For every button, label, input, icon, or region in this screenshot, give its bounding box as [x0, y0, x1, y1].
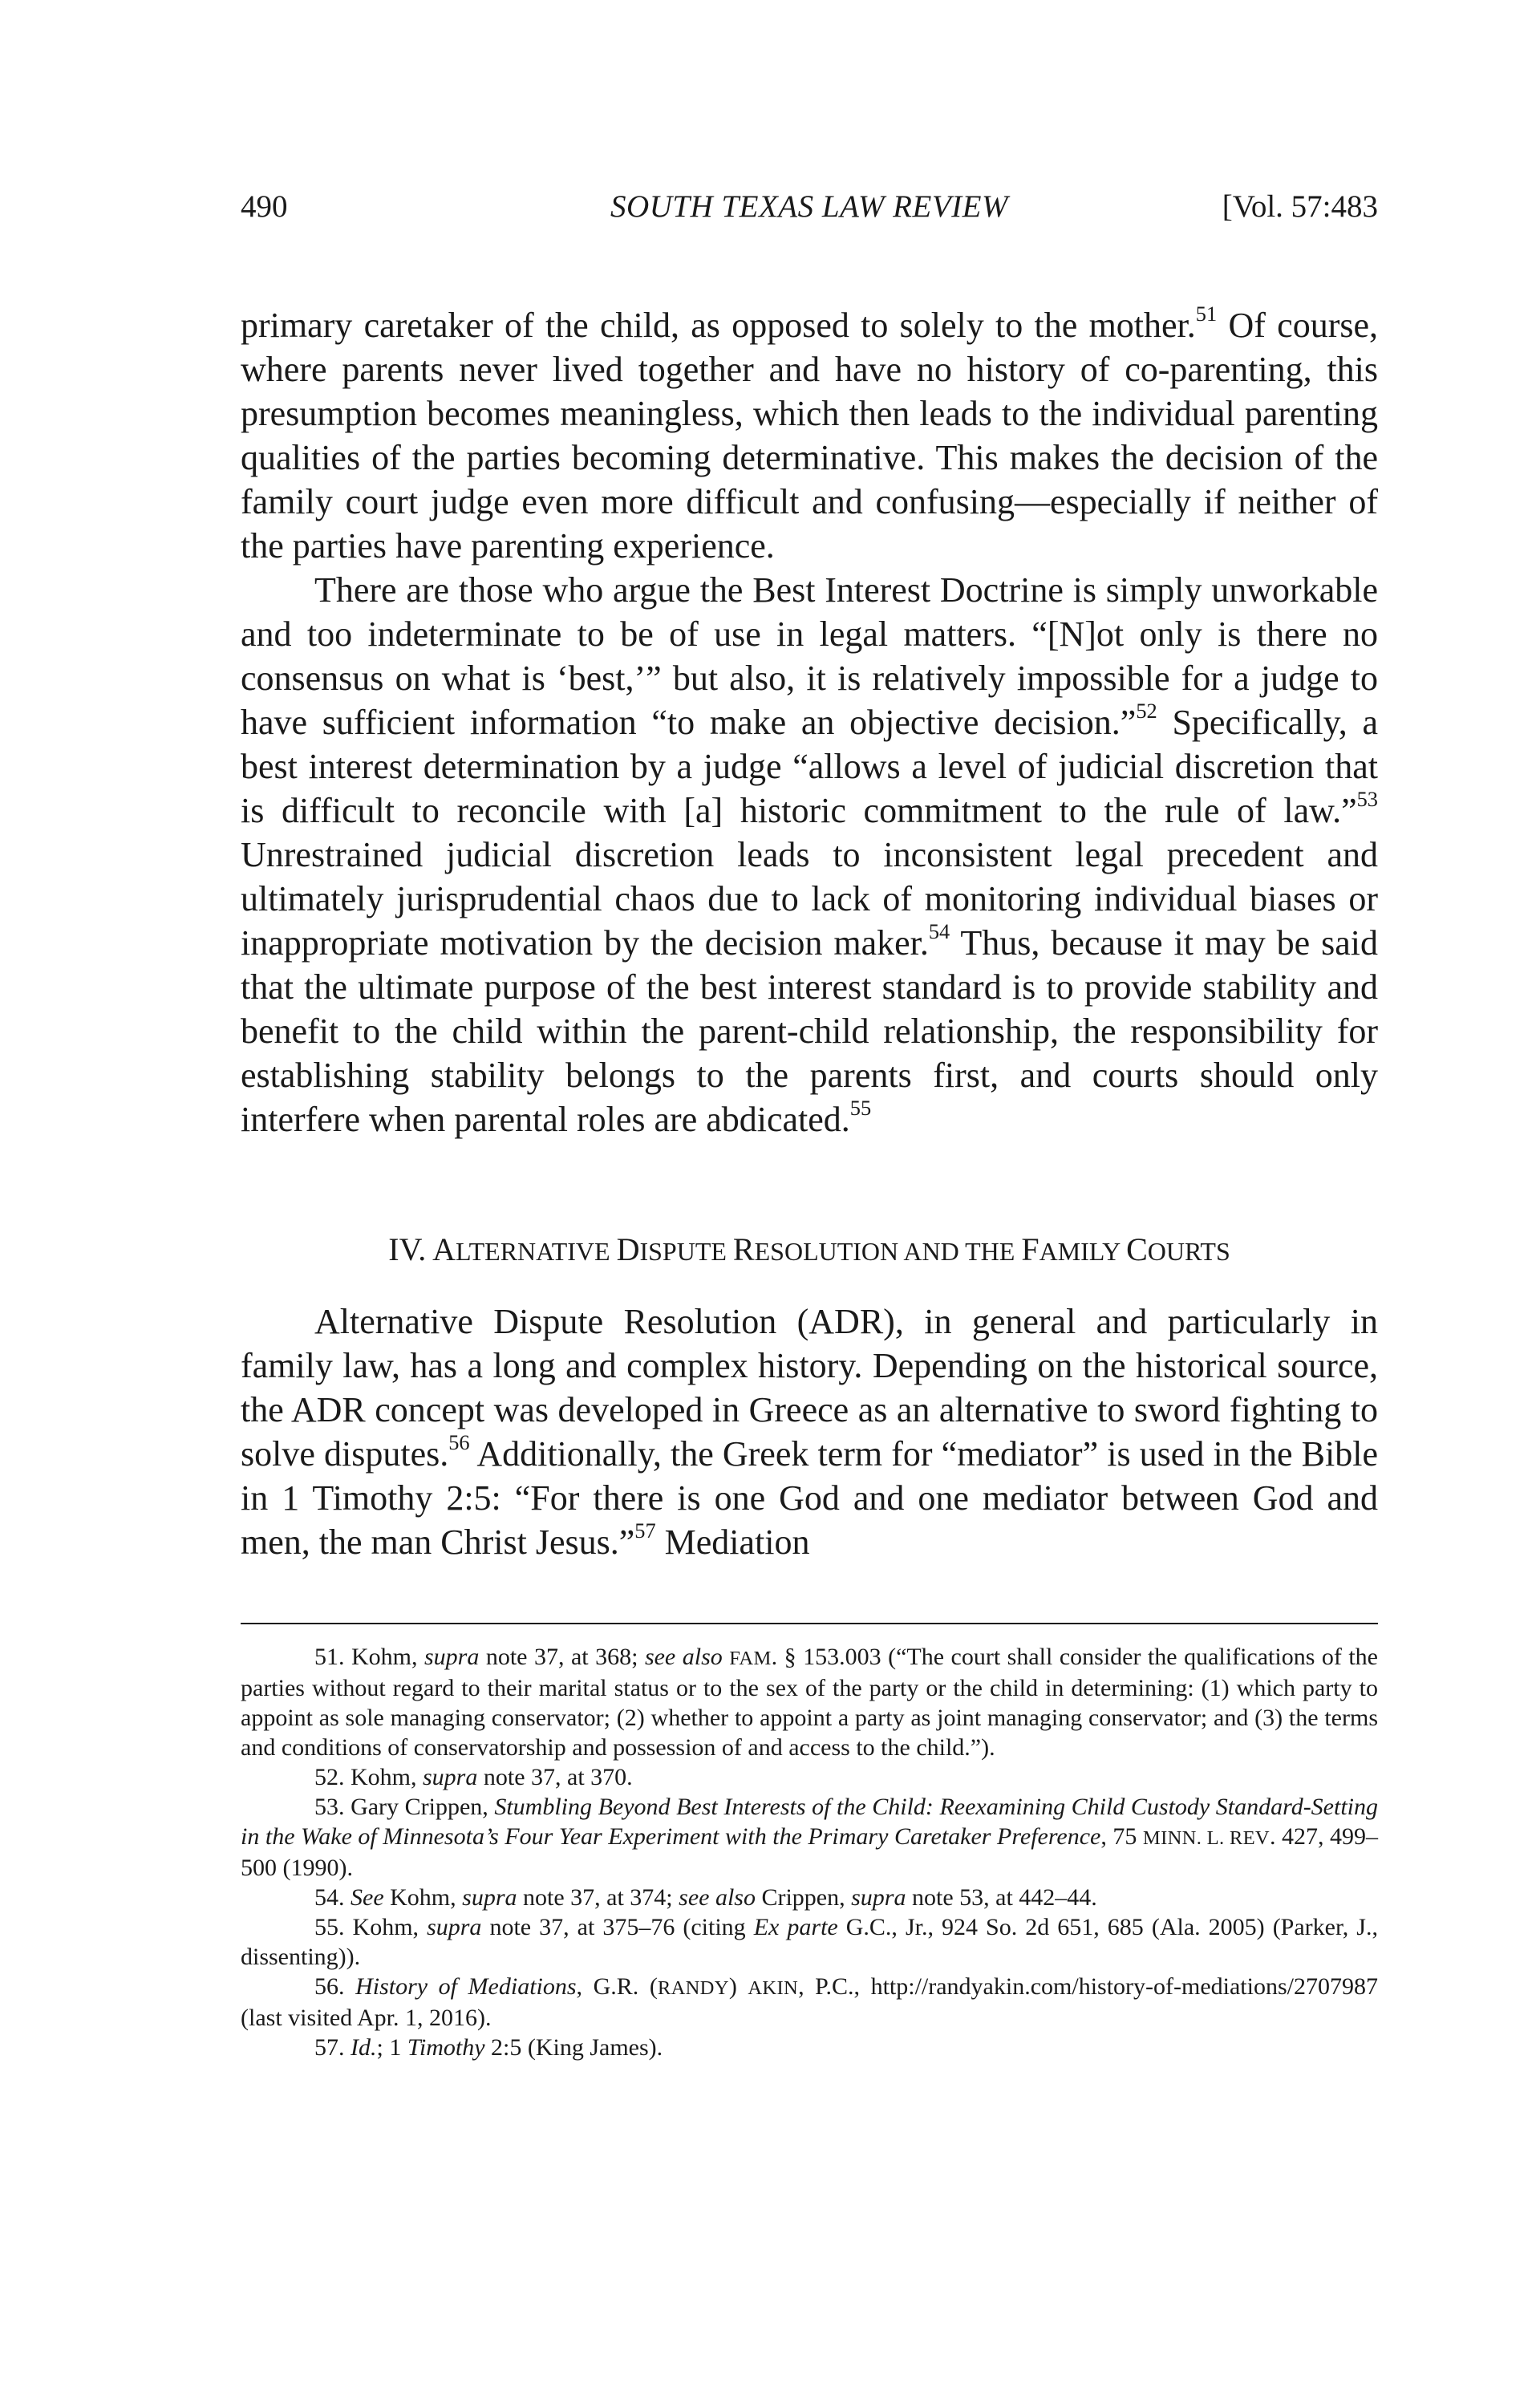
footnote-smallcaps: AKIN — [748, 1977, 799, 1999]
heading-smallcaps: ESOLUTION AND THE — [754, 1237, 1022, 1266]
footnote-number: 54. — [314, 1884, 345, 1911]
section-numeral: IV. — [388, 1231, 427, 1267]
footnote-number: 51. — [314, 1644, 345, 1670]
running-header — [241, 183, 1378, 231]
paragraph-text: There are those who argue the Best Interest Doctrine is simply unworkable and too indeterminate to be of use in legal matters. “[N]ot only is there no consensus on what is ‘best,’” but also, it is relatively impossible for a judge to have sufficient information “to make an objective decision.” — [241, 570, 1378, 742]
paragraph-text: Alternative Dispute Resolution (ADR), in general and particularly in family law, has a long and complex history. Depending on the historical source, the ADR concept was developed in Greece as an alternative to sword fighting to solve disputes. — [241, 1302, 1378, 1474]
heading-initial: F — [1021, 1231, 1040, 1267]
footnote-text: note 37, at 375–76 (citing — [481, 1914, 754, 1940]
heading-initial: D — [616, 1231, 640, 1267]
footnote-italic: supra — [462, 1884, 517, 1911]
footnote-italic: supra — [423, 1764, 478, 1790]
footnote-52 — [241, 1762, 1378, 1792]
paragraph-text: Additionally, the Greek term for “mediator” is used in the Bible in 1 Timothy 2:5: “For there is one God and one mediator between God and men, the man Christ Jesus.” — [241, 1434, 1378, 1562]
footnote-divider — [241, 1623, 1378, 1624]
footnote-text — [345, 1884, 351, 1911]
paragraph-text: Specifically, a best interest determination by a judge “allows a level of judicial discretion that is difficult to reconcile with [a] historic commitment to the rule of law.” — [241, 703, 1378, 830]
footnote-text: , G.R. ( — [576, 1973, 658, 2000]
footnote-italic: Id. — [351, 2034, 377, 2061]
footnote-text: ) — [728, 1973, 748, 2000]
paragraph-2 — [241, 568, 1378, 1141]
heading-initial: R — [732, 1231, 755, 1267]
footnote-54 — [241, 1883, 1378, 1912]
footnote-italic: supra — [851, 1884, 906, 1911]
body-text — [241, 303, 1378, 1141]
footnote-text: Crippen, — [755, 1884, 852, 1911]
footnote-53 — [241, 1792, 1378, 1883]
footnote-text: Kohm, — [344, 1644, 424, 1670]
footnote-italic: supra — [424, 1644, 480, 1670]
journal-title: SOUTH TEXAS LAW REVIEW — [610, 189, 1008, 224]
footnote-text: Kohm, — [383, 1884, 463, 1911]
footnote-text — [723, 1644, 730, 1670]
footnote-text — [345, 1973, 356, 2000]
footnote-italic: see also — [679, 1884, 756, 1911]
footnote-text: Kohm, — [344, 1914, 428, 1940]
footnote-smallcaps: MINN. L. REV — [1142, 1827, 1270, 1849]
footnote-number: 52. — [314, 1764, 345, 1790]
heading-smallcaps: OURTS — [1147, 1237, 1230, 1266]
footnote-text: ; 1 — [376, 2034, 407, 2061]
footnote-text: Kohm, — [344, 1764, 423, 1790]
heading-initial: C — [1126, 1231, 1148, 1267]
footnote-text: G.C., Jr., 924 So. 2d 651, 685 (Ala. 2005) (Parker, J., dissenting)). — [241, 1914, 1378, 1970]
footnote-number: 55. — [314, 1914, 345, 1940]
footnote-ref-55[interactable]: 55 — [849, 1096, 872, 1121]
footnotes — [241, 1642, 1378, 2062]
heading-smallcaps: ISPUTE — [639, 1237, 733, 1266]
footnote-text: , P.C., http://randyakin.com/history-of-mediations/2707987 (last visited Apr. 1, 2016). — [241, 1973, 1378, 2031]
footnote-text: note 37, at 368; — [479, 1644, 645, 1670]
footnote-51 — [241, 1642, 1378, 1762]
footnote-italic: See — [351, 1884, 384, 1911]
footnote-number: 53. — [314, 1794, 345, 1820]
footnote-text — [345, 2034, 351, 2061]
footnote-text: note 53, at 442–44. — [906, 1884, 1097, 1911]
paragraph-3 — [241, 1299, 1378, 1564]
paragraph-1 — [241, 303, 1378, 568]
footnote-55 — [241, 1912, 1378, 1972]
footnote-text: note 37, at 374; — [517, 1884, 679, 1911]
section-heading — [241, 1227, 1378, 1274]
footnote-ref-53[interactable]: 53 — [1356, 787, 1378, 812]
heading-initial: A — [432, 1231, 456, 1267]
footnote-text: 2:5 (King James). — [484, 2034, 663, 2061]
footnote-ref-52[interactable]: 52 — [1136, 699, 1157, 724]
paragraph-text: Thus, because it may be said that the ultimate purpose of the best interest standard is to provide stability and benefit to the child within the parent-child relationship, the responsibility for establishing stability belongs to the parents first, and courts should only interfere when parental roles are abdicated. — [241, 923, 1378, 1139]
footnote-57 — [241, 2033, 1378, 2062]
footnote-56 — [241, 1972, 1378, 2033]
paragraph-text: primary caretaker of the child, as opposed to solely to the mother. — [241, 306, 1196, 345]
footnote-text: , 75 — [1100, 1823, 1143, 1850]
footnote-ref-56[interactable]: 56 — [448, 1430, 470, 1455]
footnote-text: . § 153.003 (“The court shall consider the qualifications of the parties without regard to their marital status or to the sex of the party or the child in determining: (1) which party to appoint as sole managing conservator; (2) whether to appoint a party as joint managing conservator; and (3) the terms and conditions of conservatorship and possession of and access to the child.”). — [241, 1644, 1378, 1761]
footnote-italic: Timothy — [407, 2034, 485, 2061]
footnote-number: 57. — [314, 2034, 345, 2061]
footnote-smallcaps: RANDY — [657, 1977, 729, 1999]
footnote-ref-54[interactable]: 54 — [928, 919, 950, 944]
footnote-ref-57[interactable]: 57 — [634, 1518, 656, 1543]
paragraph-text: Of course, where parents never lived together and have no history of co-parenting, this presumption becomes meaningless, which then leads to the individual parenting qualities of the parties becoming determinative. This makes the decision of the family court judge even more difficult and confusing—especially if neither of the parties have parenting experience. — [241, 306, 1379, 566]
footnote-italic: supra — [427, 1914, 482, 1940]
footnote-number: 56. — [314, 1973, 345, 2000]
volume-citation: [Vol. 57:483 — [1222, 189, 1378, 224]
page-number: 490 — [241, 189, 288, 224]
footnote-text: Gary Crippen, — [344, 1794, 495, 1820]
heading-smallcaps: LTERNATIVE — [456, 1237, 617, 1266]
footnote-italic: Ex parte — [753, 1914, 838, 1940]
footnote-smallcaps: FAM — [729, 1648, 772, 1669]
heading-smallcaps: AMILY — [1039, 1237, 1127, 1266]
footnote-ref-51[interactable]: 51 — [1195, 302, 1218, 326]
paragraph-text: Mediation — [655, 1522, 810, 1562]
footnote-italic: see also — [644, 1644, 723, 1670]
footnote-italic: Stumbling Beyond Best Interests of the Child: Reexamining Child Custody Standard-Setting in the Wake of Minnesota’s Four Year Experiment with the Primary Caretaker Preference — [241, 1794, 1379, 1850]
paragraph-text: Unrestrained judicial discretion leads to inconsistent legal precedent and ultimately jurisprudential chaos due to lack of monitoring individual biases or inappropriate motivation by the decision maker. — [241, 835, 1378, 963]
footnote-text: note 37, at 370. — [477, 1764, 633, 1790]
section-body-text — [241, 1299, 1378, 1564]
footnote-text: . 427, 499–500 (1990). — [241, 1823, 1379, 1881]
footnote-italic: History of Mediations — [355, 1973, 577, 2000]
